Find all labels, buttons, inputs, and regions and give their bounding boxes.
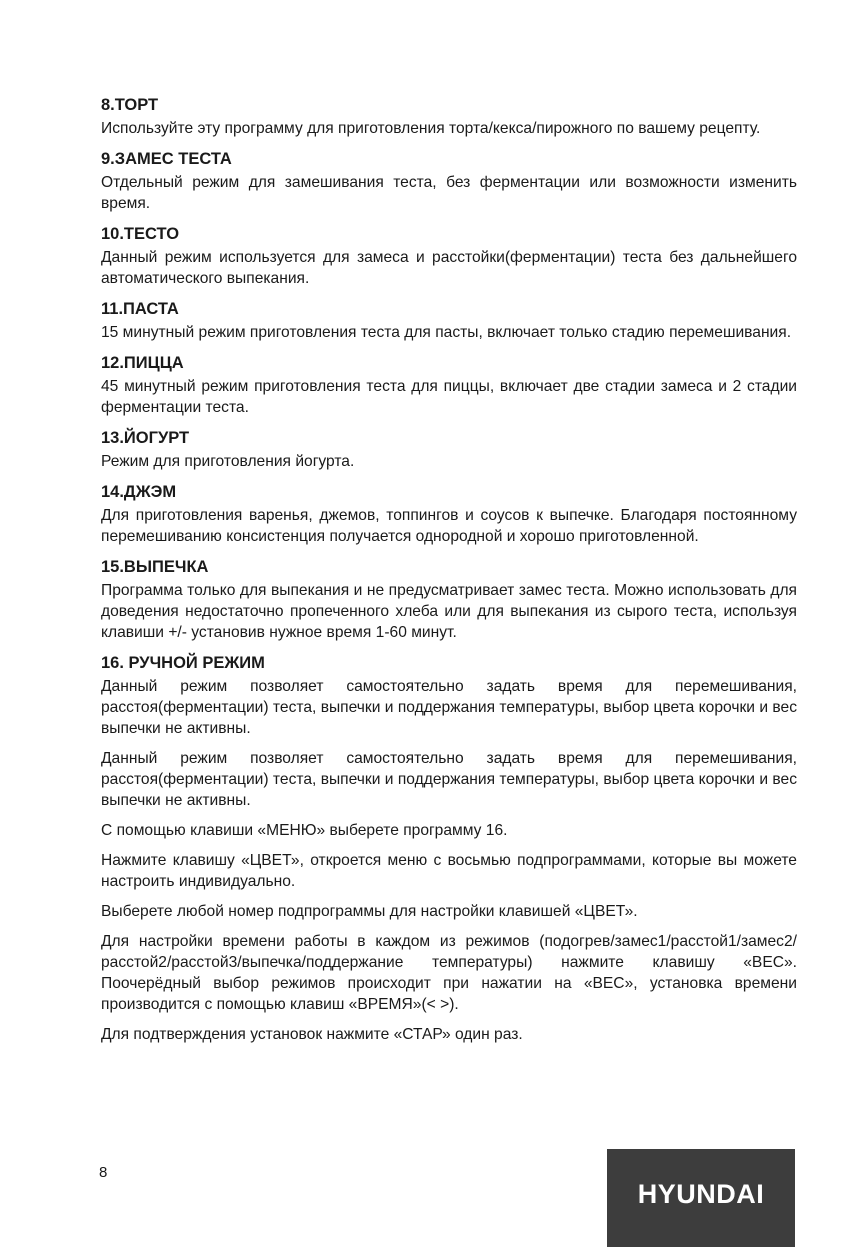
section-cake [101,94,797,139]
section-paragraph: С помощью клавиши «МЕНЮ» выберете программу 16. [101,822,508,839]
section-paragraph: Для приготовления варенья, джемов, топпингов и соусов к выпечке. Благодаря постоянному перемешиванию консистенция получается однородной и хорошо приготовленной. [101,507,797,545]
document-body [101,94,797,1045]
section-baking [101,556,797,643]
section-heading: 8.ТОРТ [101,96,159,114]
section-yogurt [101,427,797,472]
section-heading: 13.ЙОГУРТ [101,429,190,447]
section-paragraph: 45 минутный режим приготовления теста для пиццы, включает две стадии замеса и 2 стадии ферментации теста. [101,378,797,416]
page-number: 8 [99,1164,108,1181]
section-paragraph: Данный режим позволяет самостоятельно задать время для перемешивания, расстоя(ферментации) теста, выпечки и поддержания температуры, выбор цвета корочки и вес выпечки не активны. [101,750,797,809]
section-heading: 9.ЗАМЕС ТЕСТА [101,150,232,168]
section-paragraph: Данный режим используется для замеса и расстойки(ферментации) теста без дальнейшего автоматического выпекания. [101,249,797,287]
section-heading: 14.ДЖЭМ [101,483,177,501]
section-paragraph: Нажмите клавишу «ЦВЕТ», откроется меню с восьмью подпрограммами, которые вы можете настроить индивидуально. [101,852,797,890]
section-kneading [101,148,797,214]
section-heading: 10.ТЕСТО [101,225,180,243]
section-heading: 16. РУЧНОЙ РЕЖИМ [101,654,265,672]
section-paragraph: Данный режим позволяет самостоятельно задать время для перемешивания, расстоя(ферментации) теста, выпечки и поддержания температуры, выбор цвета корочки и вес выпечки не активны. [101,678,797,737]
section-paragraph: Для настройки времени работы в каждом из режимов (подогрев/замес1/расстой1/замес2/расстой2/расстой3/выпечка/поддержание температуры) нажмите клавишу «ВЕС». Поочерёдный выбор режимов происходит при нажатии на «ВЕС», установка времени производится с помощью клавиш «ВРЕМЯ»(< >). [101,933,797,1013]
section-paragraph: Отдельный режим для замешивания теста, без ферментации или возможности изменить время. [101,174,797,212]
section-paragraph: Выберете любой номер подпрограммы для настройки клавишей «ЦВЕТ». [101,903,638,920]
section-pasta [101,298,797,343]
section-heading: 11.ПАСТА [101,300,179,318]
section-paragraph: Для подтверждения установок нажмите «СТАР» один раз. [101,1026,523,1043]
section-paragraph: 15 минутный режим приготовления теста для пасты, включает только стадию перемешивания. [101,324,792,341]
section-manual-mode [101,652,797,1045]
section-heading: 15.ВЫПЕЧКА [101,558,209,576]
brand-logo: HYUNDAI [607,1149,795,1247]
section-pizza [101,352,797,418]
section-paragraph: Используйте эту программу для приготовления торта/кекса/пирожного по вашему рецепту. [101,120,761,137]
section-paragraph: Режим для приготовления йогурта. [101,453,355,470]
section-heading: 12.ПИЦЦА [101,354,184,372]
section-jam [101,481,797,547]
section-dough [101,223,797,289]
section-paragraph: Программа только для выпекания и не предусматривает замес теста. Можно использовать для доведения недостаточно пропеченного хлеба или для выпекания из сырого теста, используя клавиши +/- установив нужное время 1-60 минут. [101,582,797,641]
